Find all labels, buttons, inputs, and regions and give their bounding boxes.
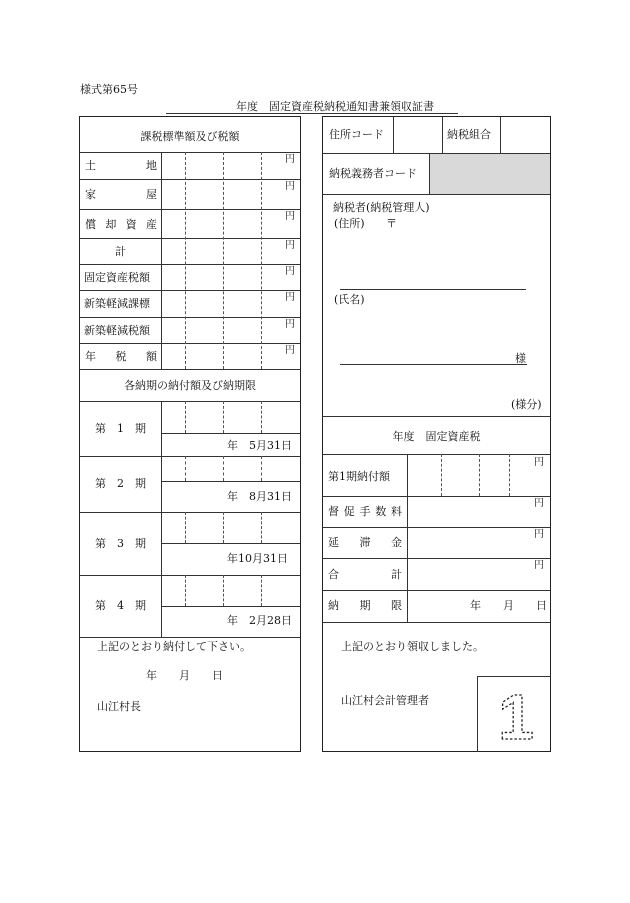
yen-unit: 円	[285, 292, 295, 303]
receipt-title: 年度 固定資産税	[392, 430, 481, 443]
address-label: (住所)	[334, 217, 365, 230]
honorific: 様	[515, 352, 526, 365]
row-depreciable-assets-label: 償 却 資 産	[85, 218, 157, 231]
yen-unit: 円	[534, 498, 544, 509]
name-line	[340, 364, 527, 365]
receipt-reminder-fee-label: 督 促 手 数 料	[328, 505, 402, 518]
row-subtotal-label: 計	[115, 245, 126, 258]
name-label: (氏名)	[334, 293, 365, 306]
yen-unit: 円	[285, 319, 295, 330]
period-number-outline	[478, 677, 551, 752]
installment-4-due: 年 2月28日	[227, 614, 292, 627]
receipt-total-label: 合 計	[328, 568, 402, 581]
row-building-label: 家 屋	[85, 188, 157, 201]
installment-4-label: 第 4 期	[95, 599, 146, 612]
postal-mark: 〒	[386, 217, 397, 230]
yen-unit: 円	[285, 181, 295, 192]
receipt-late-fee-label: 延 滞 金	[328, 536, 402, 549]
left-header: 課税標準額及び税額	[140, 130, 240, 143]
tax-union-label: 納税組合	[447, 128, 491, 141]
payment-notice: 上記のとおり納付して下さい。	[97, 640, 251, 653]
row-new-build-reduction-tax-label: 新築軽減税額	[84, 324, 150, 337]
taxpayer-label: 納税者(納税管理人)	[333, 201, 430, 214]
form-title: 年度 固定資産税納税通知書兼領収証書	[236, 100, 434, 113]
yen-unit: 円	[285, 345, 295, 356]
title-underline	[166, 113, 458, 114]
row-annual-tax-label: 年 税 額	[85, 350, 157, 363]
receipt-due-label: 納 期 限	[328, 599, 402, 612]
taxpayer-code-field[interactable]	[430, 154, 550, 194]
address-line	[340, 289, 526, 290]
period-number: 1	[498, 681, 534, 752]
installment-header: 各納期の納付額及び納期限	[124, 379, 256, 392]
yen-unit: 円	[534, 560, 544, 571]
installment-2-label: 第 2 期	[95, 477, 146, 490]
period-number-box	[477, 676, 551, 752]
yen-unit: 円	[534, 529, 544, 540]
installment-3-label: 第 3 期	[95, 537, 146, 550]
issuer-name: 山江村長	[97, 700, 141, 713]
taxpayer-code-label: 納税義務者コード	[329, 167, 417, 180]
yen-unit: 円	[285, 154, 295, 165]
yen-unit: 円	[534, 457, 544, 468]
row-new-build-reduction-base-label: 新築軽減課標	[84, 297, 150, 310]
yen-unit: 円	[285, 240, 295, 251]
receipt-due-date: 年 月 日	[470, 599, 547, 612]
yen-unit: 円	[285, 211, 295, 222]
yen-unit: 円	[285, 266, 295, 277]
treasurer-name: 山江村会計管理者	[341, 694, 429, 707]
receipt-first-payment-label: 第1期納付額	[328, 470, 390, 483]
installment-1-due: 年 5月31日	[227, 439, 292, 452]
address-code-label: 住所コード	[329, 128, 384, 141]
installment-1-label: 第 1 期	[95, 422, 146, 435]
issue-date: 年 月 日	[146, 669, 223, 682]
row-land-label: 土 地	[85, 159, 157, 172]
installment-2-due: 年 8月31日	[227, 490, 292, 503]
received-text: 上記のとおり領収しました。	[341, 640, 484, 653]
installment-3-due: 年10月31日	[227, 552, 288, 565]
form-number: 様式第65号	[80, 83, 138, 96]
copy-label: (様分)	[511, 398, 542, 411]
row-fixed-asset-tax-label: 固定資産税額	[84, 271, 150, 284]
